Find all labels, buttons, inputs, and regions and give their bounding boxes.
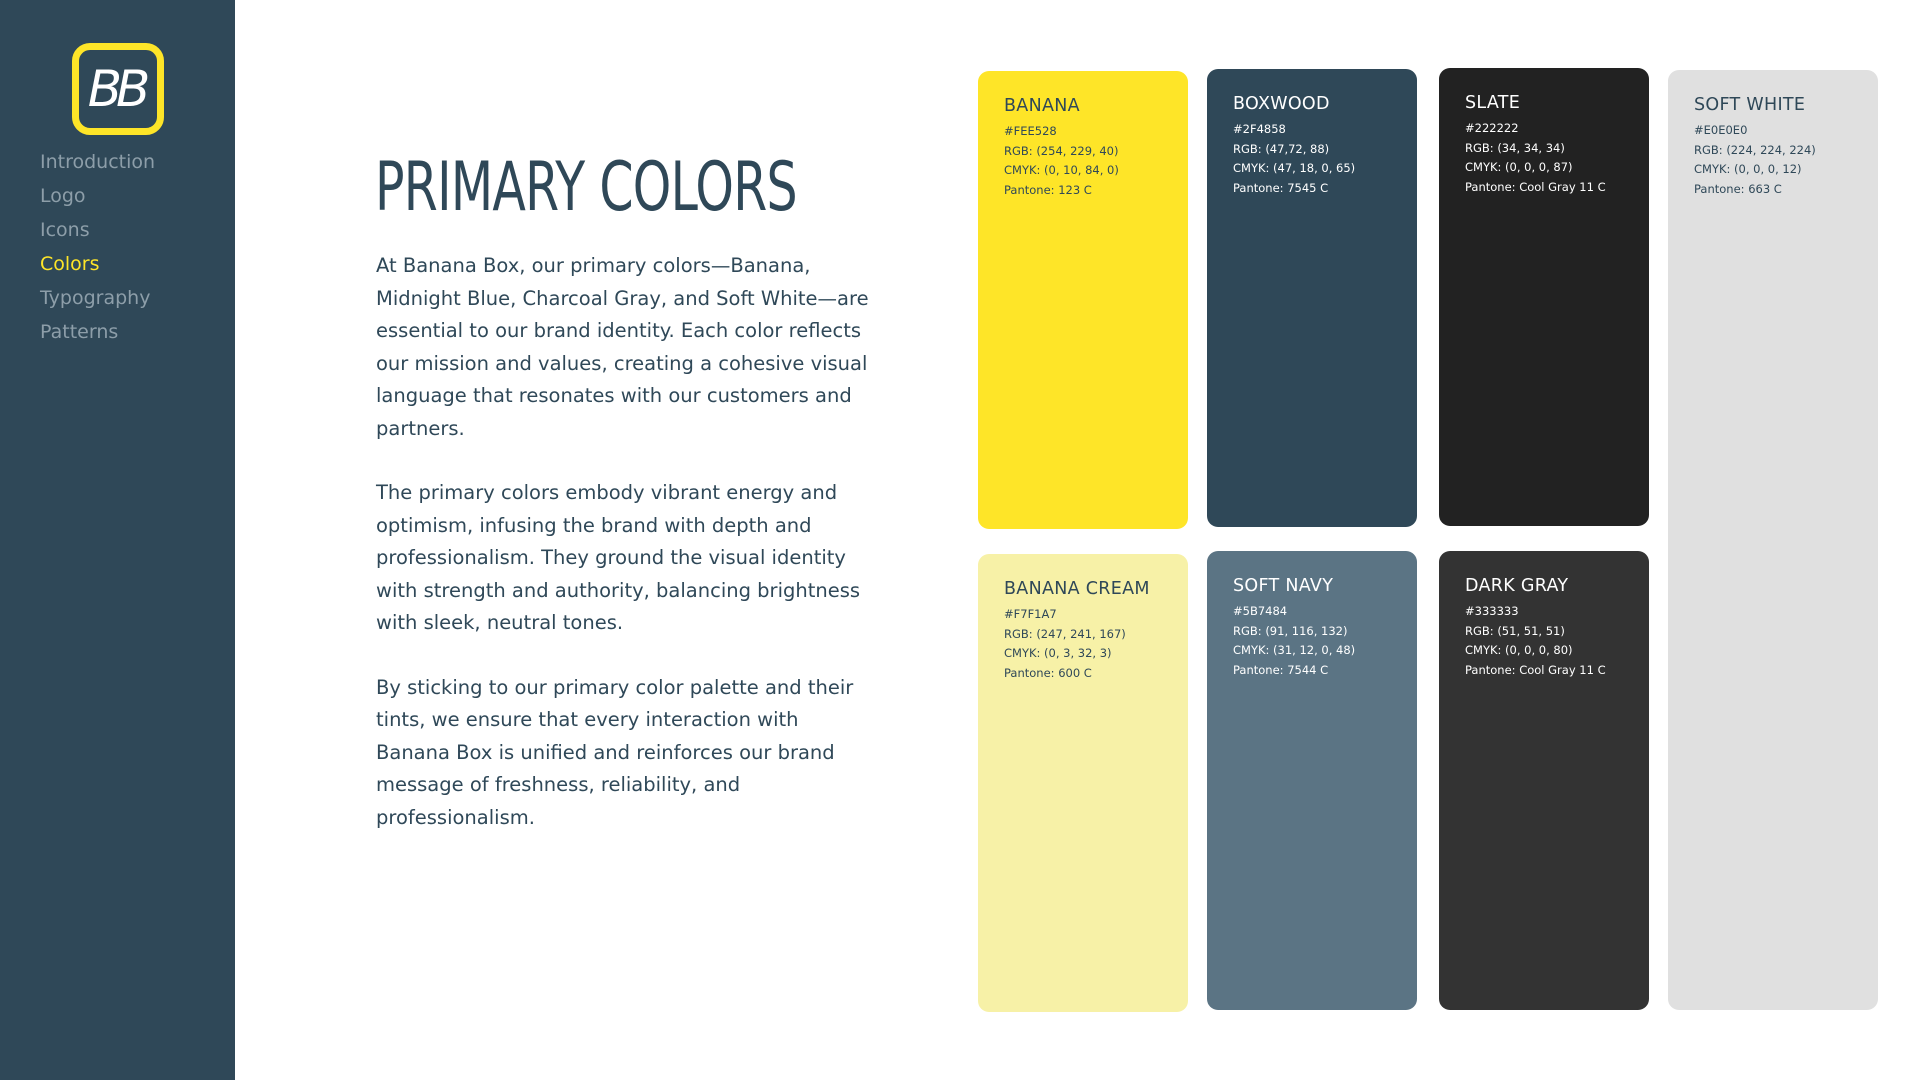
swatch-soft-navy bbox=[1207, 551, 1417, 1010]
swatch-banana bbox=[978, 71, 1188, 529]
swatch-cmyk: CMYK: (0, 0, 0, 12) bbox=[1694, 162, 1802, 176]
swatch-hex: #5B7484 bbox=[1233, 604, 1288, 618]
page-title: PRIMARY COLORS bbox=[375, 148, 797, 227]
swatch-pantone: Pantone: 600 C bbox=[1004, 665, 1092, 680]
swatch-hex: #F7F1A7 bbox=[1004, 607, 1057, 621]
swatch-name: BANANA CREAM bbox=[1004, 579, 1150, 599]
nav-item-logo[interactable]: Logo bbox=[40, 185, 86, 207]
swatch-rgb: RGB: (224, 224, 224) bbox=[1694, 142, 1816, 157]
swatch-rgb: RGB: (254, 229, 40) bbox=[1004, 143, 1119, 158]
paragraph: At Banana Box, our primary colors—Banana, Midnight Blue, Charcoal Gray, and Soft White—are essential to our brand identity. Each color reflects our mission and values, creating a cohesive visual language that resonates with our customers and partners. bbox=[376, 254, 869, 440]
swatch-hex: #E0E0E0 bbox=[1694, 123, 1748, 137]
swatch-rgb: RGB: (47,72, 88) bbox=[1233, 141, 1330, 156]
swatch-slate bbox=[1439, 68, 1649, 526]
swatch-name: SOFT NAVY bbox=[1233, 576, 1334, 596]
swatch-rgb: RGB: (51, 51, 51) bbox=[1465, 623, 1565, 638]
swatch-cmyk: CMYK: (0, 0, 0, 87) bbox=[1465, 160, 1573, 174]
paragraph: By sticking to our primary color palette and their tints, we ensure that every interaction with Banana Box is unified and reinforces our brand message of freshness, reliability, and professionalism. bbox=[376, 675, 854, 829]
swatch-cmyk: CMYK: (31, 12, 0, 48) bbox=[1233, 643, 1356, 657]
swatch-rgb: RGB: (247, 241, 167) bbox=[1004, 626, 1126, 641]
nav-item-introduction[interactable]: Introduction bbox=[40, 151, 156, 173]
swatch-soft-white bbox=[1668, 70, 1878, 1010]
logo-text: BB bbox=[87, 60, 145, 118]
nav-item-colors[interactable]: Colors bbox=[40, 253, 100, 275]
swatch-name: BOXWOOD bbox=[1233, 94, 1330, 114]
swatch-pantone: Pantone: Cool Gray 11 C bbox=[1465, 179, 1606, 194]
swatch-hex: #222222 bbox=[1465, 121, 1519, 135]
swatch-pantone: Pantone: 7544 C bbox=[1233, 662, 1329, 677]
swatch-cmyk: CMYK: (0, 3, 32, 3) bbox=[1004, 646, 1112, 660]
swatch-rgb: RGB: (91, 116, 132) bbox=[1233, 623, 1348, 638]
swatch-cmyk: CMYK: (47, 18, 0, 65) bbox=[1233, 161, 1356, 175]
swatch-dark-gray bbox=[1439, 551, 1649, 1010]
sidebar bbox=[0, 0, 235, 1080]
swatch-cmyk: CMYK: (0, 10, 84, 0) bbox=[1004, 163, 1119, 177]
paragraph: The primary colors embody vibrant energy and optimism, infusing the brand with depth and professionalism. They ground the visual identity with strength and authority, balancing brightness with sleek, neutral tones. bbox=[376, 481, 861, 634]
swatch-pantone: Pantone: 7545 C bbox=[1233, 180, 1329, 195]
swatch-name: SOFT WHITE bbox=[1694, 95, 1806, 115]
swatch-name: SLATE bbox=[1465, 93, 1521, 113]
swatch-hex: #2F4858 bbox=[1233, 122, 1286, 136]
swatch-pantone: Pantone: 663 C bbox=[1694, 181, 1782, 196]
nav-item-icons[interactable]: Icons bbox=[40, 219, 90, 241]
swatch-name: BANANA bbox=[1004, 96, 1080, 116]
swatch-banana-cream bbox=[978, 554, 1188, 1012]
swatch-hex: #333333 bbox=[1465, 604, 1519, 618]
nav-item-typography[interactable]: Typography bbox=[40, 287, 151, 309]
sidebar-nav bbox=[40, 148, 155, 352]
swatch-cmyk: CMYK: (0, 0, 0, 80) bbox=[1465, 643, 1573, 657]
intro-text bbox=[376, 250, 876, 866]
brand-logo[interactable] bbox=[72, 43, 164, 135]
swatch-hex: #FEE528 bbox=[1004, 124, 1057, 138]
swatch-rgb: RGB: (34, 34, 34) bbox=[1465, 140, 1565, 155]
swatch-boxwood bbox=[1207, 69, 1417, 527]
swatch-pantone: Pantone: Cool Gray 11 C bbox=[1465, 662, 1606, 677]
swatch-name: DARK GRAY bbox=[1465, 576, 1569, 596]
nav-item-patterns[interactable]: Patterns bbox=[40, 321, 119, 343]
swatch-pantone: Pantone: 123 C bbox=[1004, 182, 1092, 197]
